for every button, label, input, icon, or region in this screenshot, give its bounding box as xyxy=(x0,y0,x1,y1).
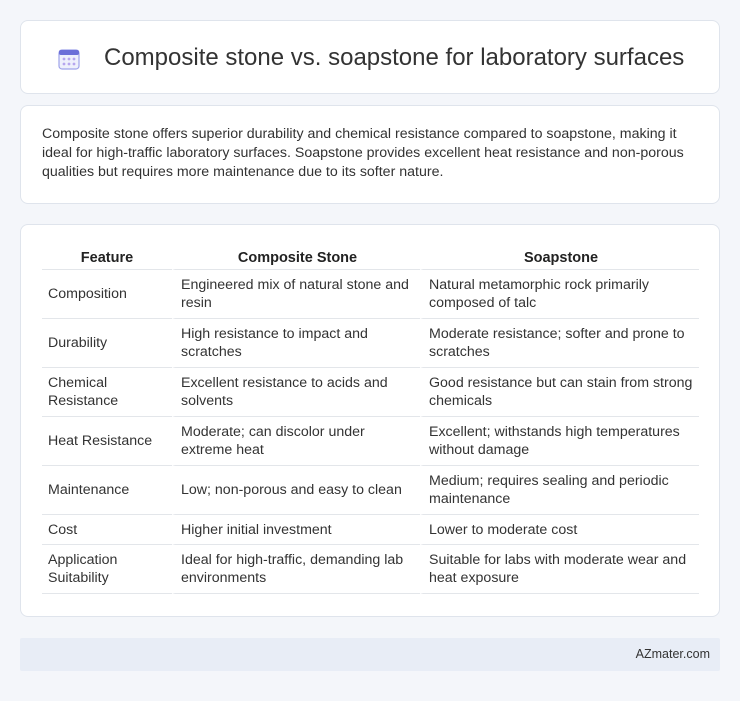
title-card xyxy=(20,20,720,94)
feature-cell: Application Suitability xyxy=(42,545,172,594)
header-composite-stone: Composite Stone xyxy=(172,245,420,270)
composite-cell: Higher initial investment xyxy=(172,515,420,545)
composite-cell: High resistance to impact and scratches xyxy=(172,319,420,368)
summary-card xyxy=(20,105,720,204)
feature-cell: Chemical Resistance xyxy=(42,368,172,417)
footer-site-link[interactable]: AZmater.com xyxy=(635,647,710,661)
soapstone-cell: Excellent; withstands high temperatures without damage xyxy=(420,417,699,466)
table-row xyxy=(42,466,699,515)
feature-cell: Heat Resistance xyxy=(42,417,172,466)
header-soapstone: Soapstone xyxy=(420,245,699,270)
table-row xyxy=(42,417,699,466)
calendar-icon xyxy=(56,46,82,72)
soapstone-cell: Moderate resistance; softer and prone to scratches xyxy=(420,319,699,368)
table-row xyxy=(42,515,699,545)
soapstone-cell: Natural metamorphic rock primarily composed of talc xyxy=(420,270,699,319)
feature-cell: Durability xyxy=(42,319,172,368)
table-row xyxy=(42,368,699,417)
footer xyxy=(20,638,720,671)
table-header-row xyxy=(42,245,699,270)
table-row xyxy=(42,319,699,368)
comparison-table xyxy=(42,245,699,594)
page-title: Composite stone vs. soapstone for laboratory surfaces xyxy=(104,44,685,71)
feature-cell: Cost xyxy=(42,515,172,545)
summary-text: Composite stone offers superior durability and chemical resistance compared to soapstone, making it ideal for high-traffic laboratory surfaces. Soapstone provides excellent heat resistance and non-porous qualities but requires more maintenance due to its softer nature. xyxy=(42,126,684,180)
table-row xyxy=(42,545,699,594)
feature-cell: Maintenance xyxy=(42,466,172,515)
composite-cell: Moderate; can discolor under extreme heat xyxy=(172,417,420,466)
comparison-table-card xyxy=(20,224,720,617)
soapstone-cell: Good resistance but can stain from strong chemicals xyxy=(420,368,699,417)
table-row xyxy=(42,270,699,319)
feature-cell: Composition xyxy=(42,270,172,319)
composite-cell: Low; non-porous and easy to clean xyxy=(172,466,420,515)
composite-cell: Ideal for high-traffic, demanding lab environments xyxy=(172,545,420,594)
composite-cell: Excellent resistance to acids and solvents xyxy=(172,368,420,417)
soapstone-cell: Lower to moderate cost xyxy=(420,515,699,545)
soapstone-cell: Suitable for labs with moderate wear and heat exposure xyxy=(420,545,699,594)
composite-cell: Engineered mix of natural stone and resin xyxy=(172,270,420,319)
soapstone-cell: Medium; requires sealing and periodic maintenance xyxy=(420,466,699,515)
header-feature: Feature xyxy=(42,245,172,270)
